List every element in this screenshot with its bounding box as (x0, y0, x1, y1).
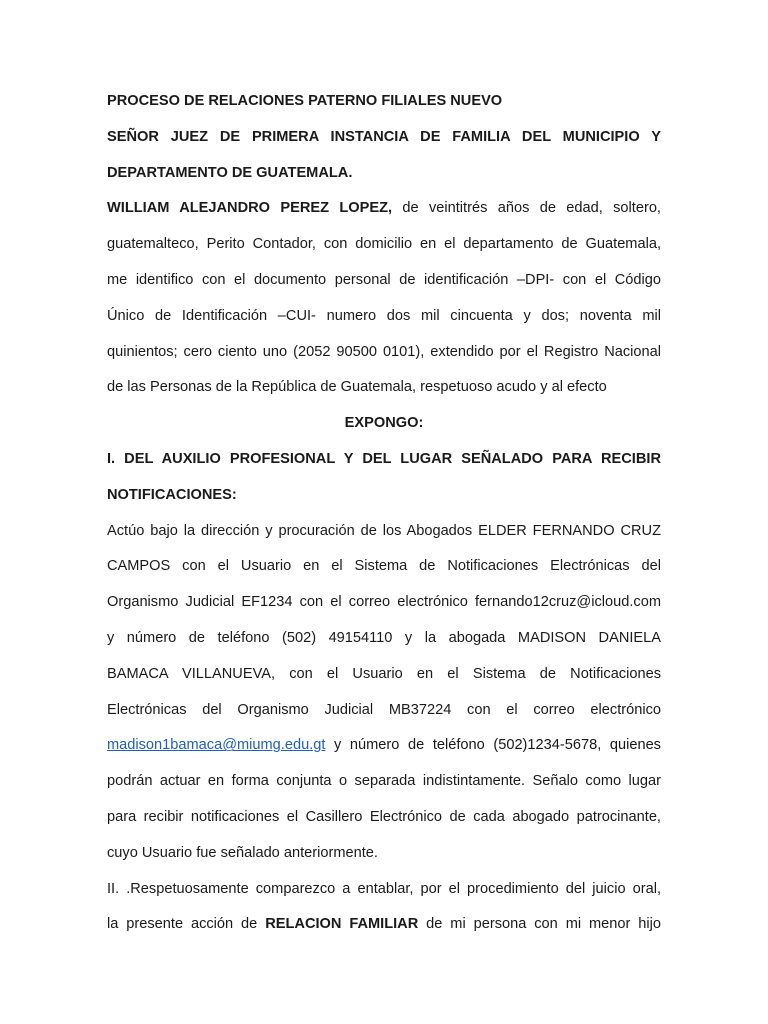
intro-line-1-text: de veintitrés años de edad, soltero, (402, 200, 661, 217)
section-2-line-2-text-a: la presente acción de (107, 916, 258, 933)
document-page (107, 84, 661, 943)
section-1-line-4: y número de teléfono (502) 49154110 y la abogada MADISON DANIELA (107, 629, 661, 646)
section-1-line-8: podrán actuar en forma conjunta o separada indistintamente. Señalo como lugar (107, 773, 661, 790)
section-1-line-3: Organismo Judicial EF1234 con el correo electrónico fernando12cruz@icloud.com (107, 594, 661, 611)
email-link[interactable]: madison1bamaca@miumg.edu.gt (107, 737, 326, 754)
expongo-heading: EXPONGO: (344, 415, 424, 432)
section-1-line-1: Actúo bajo la dirección y procuración de los Abogados ELDER FERNANDO CRUZ (107, 522, 661, 539)
intro-line-6: de las Personas de la República de Guatemala, respetuoso acudo y al efecto (107, 379, 607, 396)
petitioner-name: WILLIAM ALEJANDRO PEREZ LOPEZ, (107, 200, 393, 217)
document-title: PROCESO DE RELACIONES PATERNO FILIALES NUEVO (107, 93, 503, 109)
section-1-line-9: para recibir notificaciones el Casillero Electrónico de cada abogado patrocinante, (107, 808, 661, 825)
section-1-heading-line-1: I. DEL AUXILIO PROFESIONAL Y DEL LUGAR SEÑALADO PARA RECIBIR (107, 450, 661, 467)
addressee-line-1: SEÑOR JUEZ DE PRIMERA INSTANCIA DE FAMILIA DEL MUNICIPIO Y (107, 128, 661, 145)
section-1-line-7 (107, 728, 661, 764)
intro-line-1 (107, 191, 661, 227)
intro-line-4: Único de Identificación –CUI- numero dos mil cincuenta y dos; noventa mil (107, 307, 661, 324)
addressee-line-2: DEPARTAMENTO DE GUATEMALA. (107, 164, 353, 181)
section-1-line-5: BAMACA VILLANUEVA, con el Usuario en el Sistema de Notificaciones (107, 665, 661, 682)
intro-line-5: quinientos; cero ciento uno (2052 90500 0101), extendido por el Registro Nacional (107, 343, 661, 360)
section-1-heading-line-2: NOTIFICACIONES: (107, 486, 237, 503)
intro-line-3: me identifico con el documento personal de identificación –DPI- con el Código (107, 271, 661, 288)
section-2-line-2-text-b: de mi persona con mi menor hijo (426, 916, 661, 933)
intro-line-2: guatemalteco, Perito Contador, con domicilio en el departamento de Guatemala, (107, 236, 661, 253)
section-2-line-2 (107, 907, 661, 943)
section-1-line-10: cuyo Usuario fue señalado anteriormente. (107, 844, 378, 861)
section-2-line-1: II. .Respetuosamente comparezco a entablar, por el procedimiento del juicio oral, (107, 880, 661, 897)
section-1-line-7-text: y número de teléfono (502)1234-5678, quienes (334, 737, 661, 754)
section-1-line-6: Electrónicas del Organismo Judicial MB37224 con el correo electrónico (107, 701, 661, 718)
section-1-line-2: CAMPOS con el Usuario en el Sistema de Notificaciones Electrónicas del (107, 558, 661, 575)
relacion-familiar-term: RELACION FAMILIAR (265, 916, 419, 933)
